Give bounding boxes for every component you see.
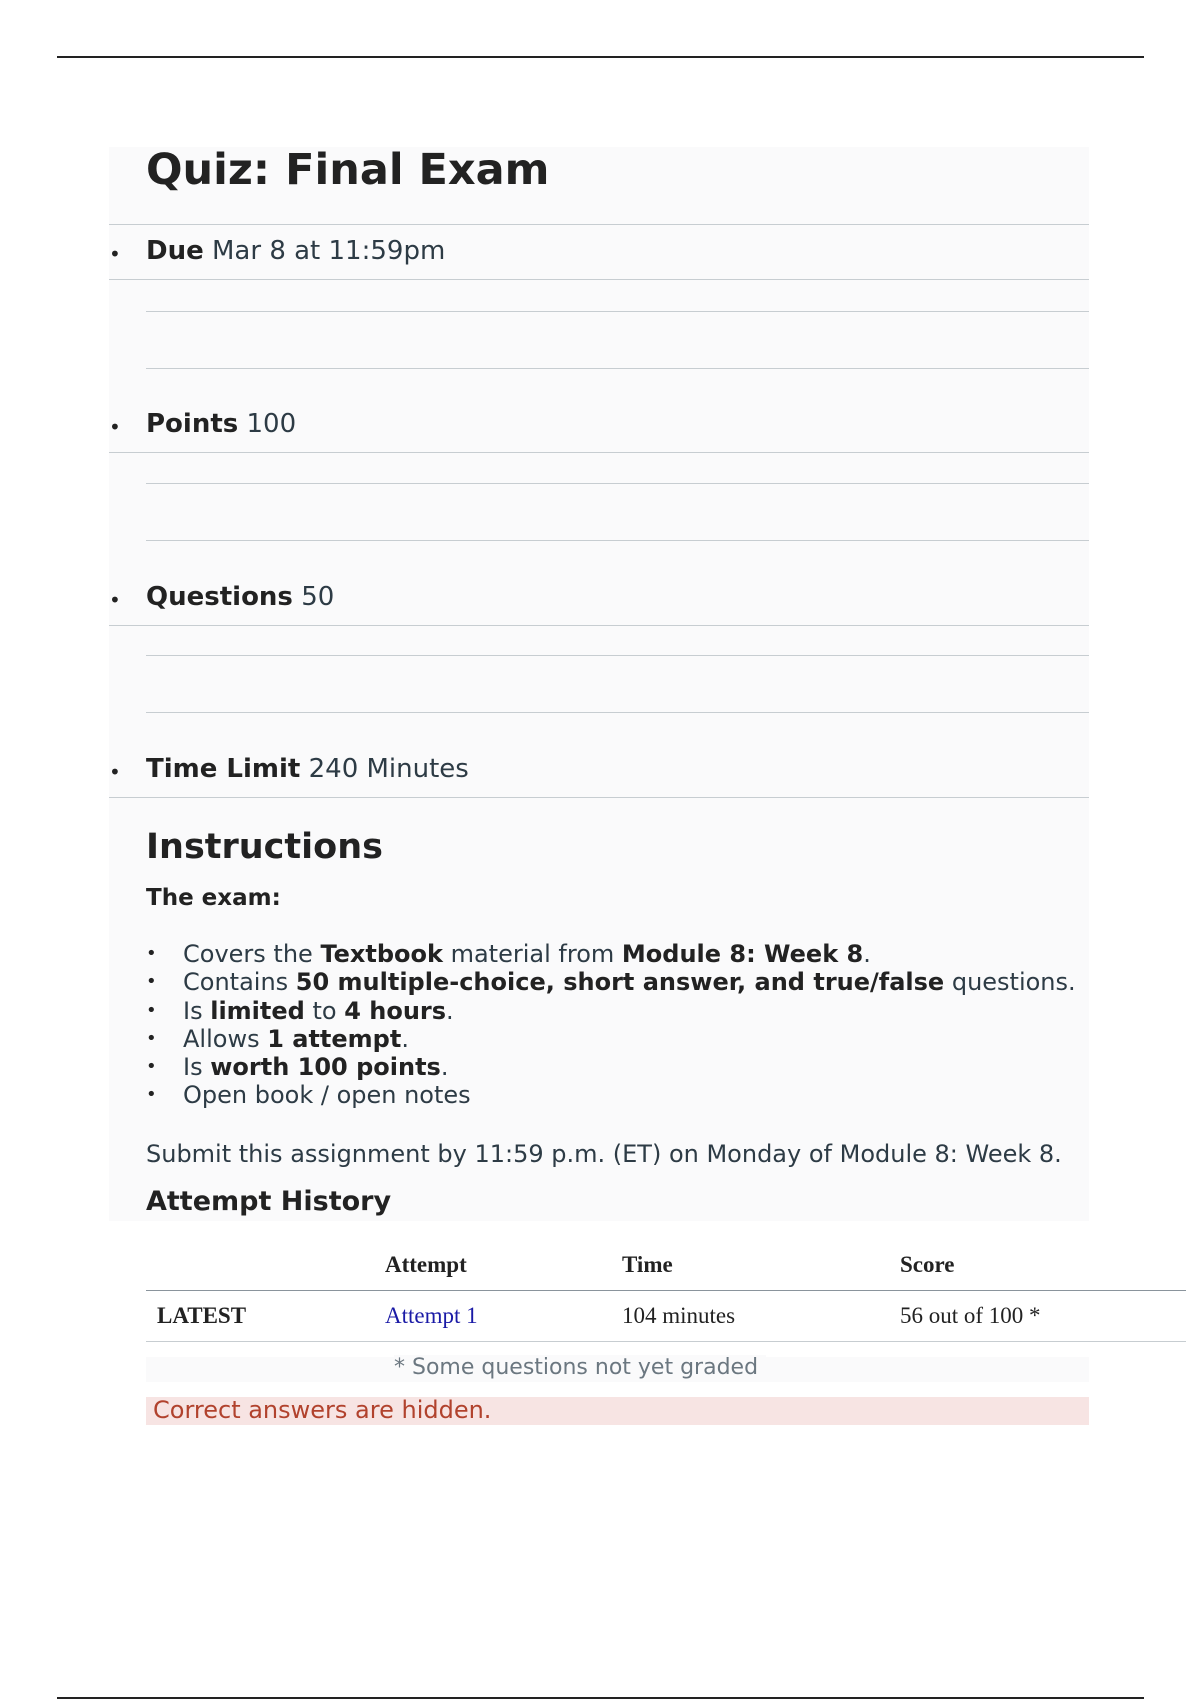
latest-tag: LATEST xyxy=(146,1291,374,1342)
instruction-bold-text: Module 8: Week 8 xyxy=(621,940,864,968)
page-title: Quiz: Final Exam xyxy=(146,145,550,195)
instruction-text: Allows xyxy=(183,1024,268,1053)
detail-time-limit xyxy=(109,742,1089,798)
attempt-history-table xyxy=(146,1240,1186,1342)
detail-value: 240 Minutes xyxy=(308,754,469,784)
instruction-text: . xyxy=(446,996,454,1025)
attempt-cell xyxy=(374,1291,611,1342)
instruction-text: Covers the xyxy=(183,940,321,968)
instruction-text: . xyxy=(440,1053,449,1082)
submit-note: Submit this assignment by 11:59 p.m. (ET) on Monday of Module 8: Week 8. xyxy=(146,1140,1062,1168)
detail-points-text xyxy=(146,409,296,439)
score-cell: 56 out of 100 * xyxy=(889,1291,1186,1342)
detail-due xyxy=(109,224,1089,280)
detail-label: Due xyxy=(146,236,204,266)
detail-time-limit-text xyxy=(146,754,469,784)
bullet-icon: • xyxy=(109,588,121,612)
attempt-link[interactable]: Attempt 1 xyxy=(385,1303,478,1328)
instruction-bold-text: 50 multiple-choice, short answer, and true/false xyxy=(295,968,945,997)
detail-due-text xyxy=(146,236,445,266)
column-header: Attempt xyxy=(374,1240,611,1291)
detail-label: Questions xyxy=(146,582,293,612)
table-header-row xyxy=(146,1240,1186,1291)
instruction-bold-text: 4 hours xyxy=(344,996,447,1025)
detail-value: 50 xyxy=(301,582,335,612)
instruction-text: . xyxy=(401,1024,409,1053)
instruction-item xyxy=(146,1081,1076,1109)
instruction-item xyxy=(146,997,1076,1025)
table-row xyxy=(146,1291,1186,1342)
bullet-icon: • xyxy=(109,760,121,784)
answers-hidden-text: Correct answers are hidden. xyxy=(153,1396,492,1424)
instruction-bold-text: 1 attempt xyxy=(267,1024,402,1053)
instruction-item xyxy=(146,940,1076,968)
divider xyxy=(146,311,1089,312)
divider xyxy=(146,712,1089,713)
instruction-text: to xyxy=(304,996,345,1025)
divider xyxy=(146,483,1089,484)
instruction-bold-text: limited xyxy=(210,996,305,1025)
exam-subheading: The exam: xyxy=(146,885,281,911)
answers-hidden-banner xyxy=(146,1397,1089,1425)
instruction-text: questions. xyxy=(944,968,1076,997)
instruction-text: . xyxy=(863,940,871,968)
instruction-item xyxy=(146,1025,1076,1053)
instruction-text: Open book / open notes xyxy=(183,1081,471,1110)
instruction-text: Is xyxy=(183,1053,211,1082)
detail-label: Points xyxy=(146,409,239,439)
column-header: Time xyxy=(611,1240,889,1291)
detail-value: 100 xyxy=(246,409,297,439)
instruction-text: Contains xyxy=(183,968,296,997)
page-bottom-rule xyxy=(57,1697,1144,1699)
column-header: Score xyxy=(889,1240,1186,1291)
detail-label: Time Limit xyxy=(146,754,301,784)
divider xyxy=(146,368,1089,369)
instructions-heading: Instructions xyxy=(146,827,383,867)
grading-footnote: * Some questions not yet graded xyxy=(394,1355,766,1380)
instruction-item xyxy=(146,1053,1076,1081)
instruction-bold-text: worth 100 points xyxy=(210,1053,441,1082)
bullet-icon: • xyxy=(109,415,121,439)
time-cell: 104 minutes xyxy=(611,1291,889,1342)
instruction-text: Is xyxy=(183,996,211,1025)
bullet-icon: • xyxy=(109,242,121,266)
detail-points xyxy=(109,397,1089,453)
instruction-bold-text: Textbook xyxy=(320,940,443,968)
detail-value: Mar 8 at 11:59pm xyxy=(212,236,446,266)
instructions-list xyxy=(146,940,1076,1110)
column-header xyxy=(146,1240,374,1291)
detail-questions-text xyxy=(146,582,334,612)
divider xyxy=(146,540,1089,541)
divider xyxy=(146,655,1089,656)
instruction-text: material from xyxy=(442,940,622,968)
instruction-item xyxy=(146,968,1076,996)
detail-questions xyxy=(109,570,1089,626)
page-top-rule xyxy=(57,56,1144,58)
attempt-history-heading: Attempt History xyxy=(146,1186,392,1217)
